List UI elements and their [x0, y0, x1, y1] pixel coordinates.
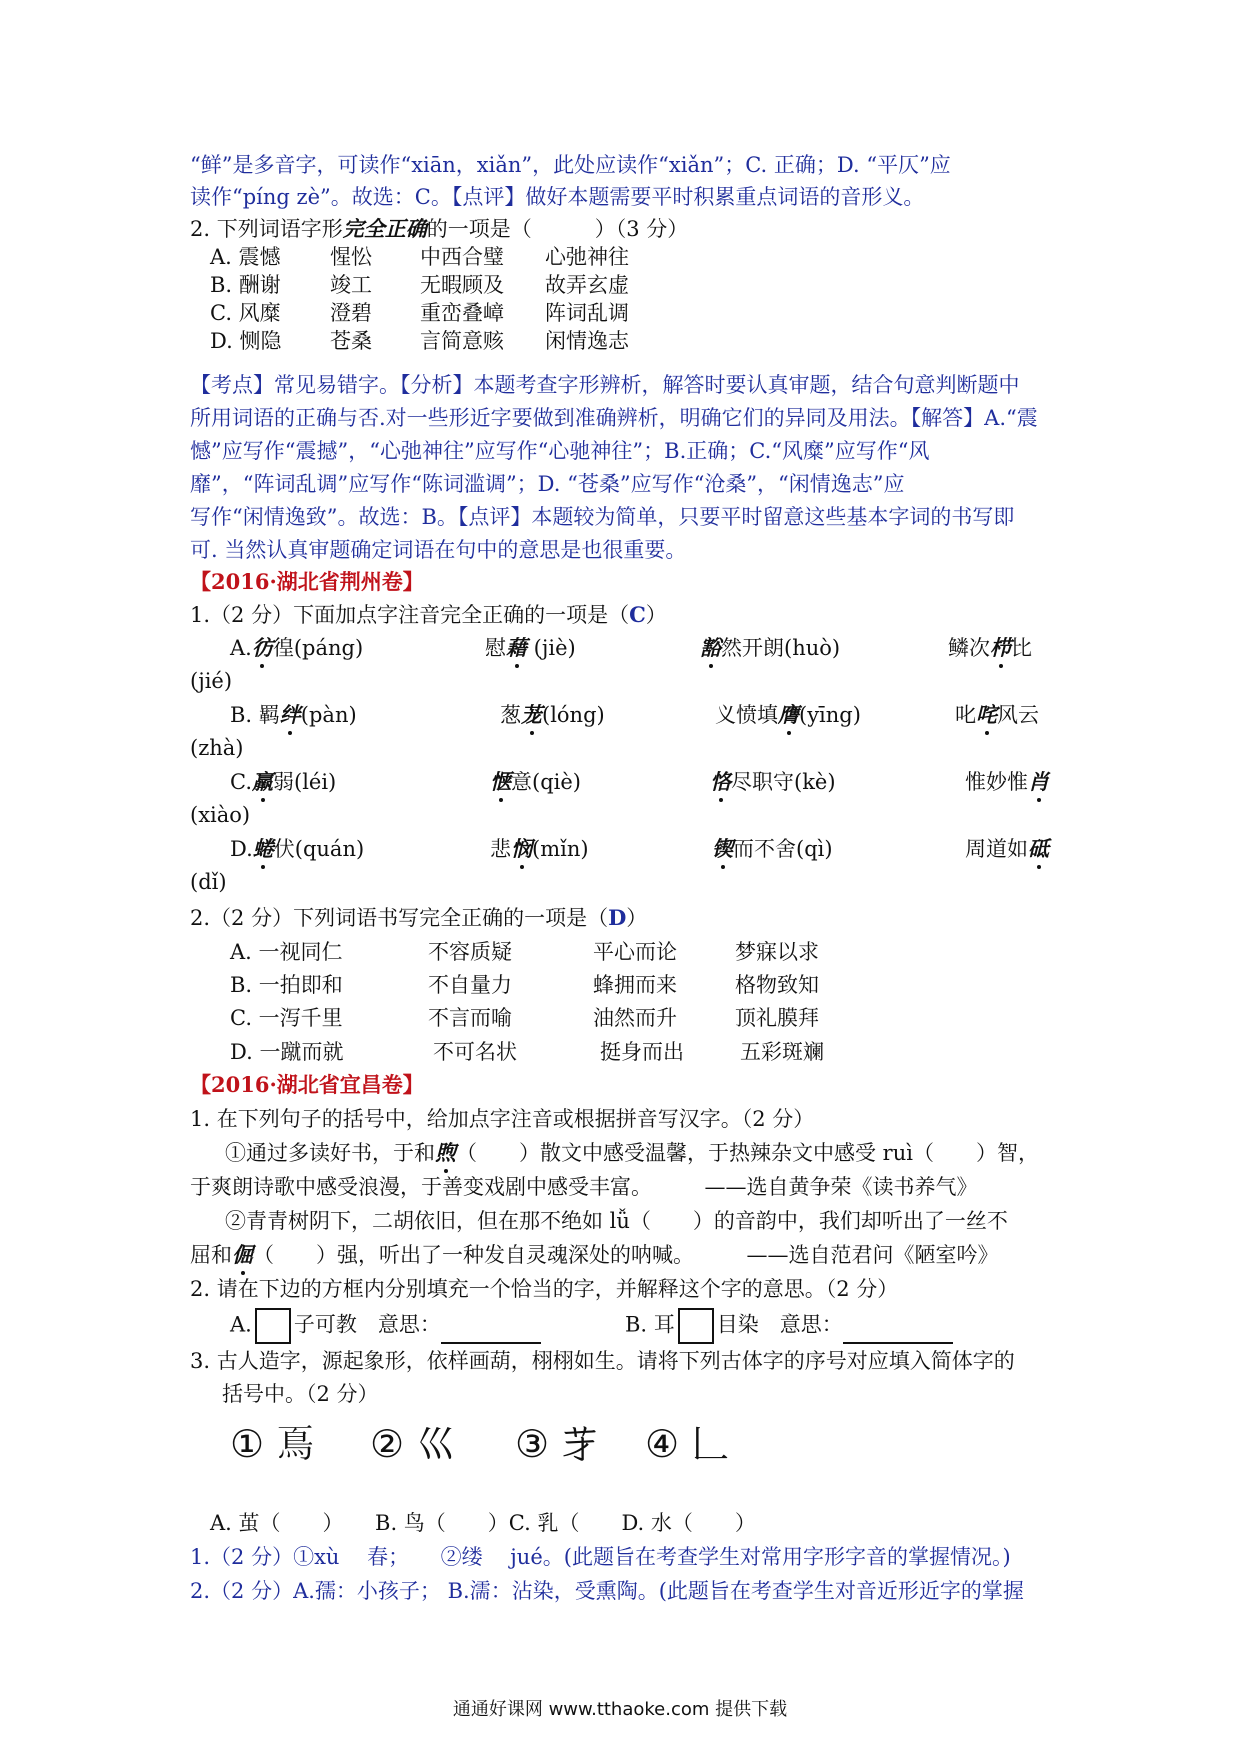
option-b: B. 羁绊(pàn): [230, 700, 357, 730]
option-word: 不可名状: [433, 1040, 517, 1064]
fill-box[interactable]: [255, 1308, 291, 1344]
question-stem: 1. 在下列句子的括号中，给加点字注音或根据拼音写汉字。（2 分）: [190, 1107, 815, 1131]
question-stem: [190, 600, 1060, 630]
analysis-line: 所用词语的正确与否.对一些形近字要做到准确辨析，明确它们的异同及用法。【解答】A.“震: [190, 406, 1038, 430]
option-word: 惬意(qiè): [490, 767, 581, 797]
option-word: 油然而升: [593, 1006, 677, 1030]
option-word: 故弄玄虚: [545, 273, 629, 297]
option-word: 重峦叠嶂: [420, 301, 504, 325]
question-stem: 3. 古人造字，源起象形，依样画葫，栩栩如生。请将下列古体字的序号对应填入简体字的: [190, 1349, 1015, 1373]
paragraph-line: 读作“píng zè”。故选：C。【点评】做好本题需要平时积累重点词语的音形义。: [190, 185, 925, 209]
paragraph-line: “鲜”是多音字，可读作“xiān，xiǎn”，此处应读作“xiǎn”；C. 正确；D. “平仄”应: [190, 153, 951, 177]
question-stem: [190, 214, 1060, 244]
option-b: B. 一拍即和: [230, 973, 343, 997]
option-word: 无暇顾及: [420, 273, 504, 297]
question-stem: 2.（2 分）下列词语书写完全正确的一项是（D）: [190, 905, 648, 930]
section-heading: 【2016·湖北省荆州卷】: [190, 569, 424, 594]
fill-box[interactable]: [678, 1308, 714, 1344]
stem-text: ）: [645, 603, 667, 627]
stem-text: 1.（2 分）下面加点字注音完全正确的一项是（: [190, 603, 630, 627]
option-word: 鳞次栉比: [948, 633, 1032, 663]
ancient-char-2: ② 巛: [370, 1422, 455, 1466]
option-wrap: (xiào): [190, 803, 251, 827]
option-word: 挺身而出: [600, 1040, 684, 1064]
answer-line: 2.（2 分）A.孺：小孩子； B.濡：沾染，受熏陶。(此题旨在考查学生对音近形近字的掌握: [190, 1579, 1024, 1603]
option-wrap: (jié): [190, 669, 233, 693]
analysis-line: 写作“闲情逸致”。故选：B。【点评】本题较为简单，只要平时留意这些基本字词的书写即: [190, 505, 1015, 529]
option-wrap: (zhà): [190, 736, 244, 760]
stem-text: 的一项是（ ）（3 分）: [426, 217, 689, 241]
option-d: D. 恻隐: [210, 329, 282, 353]
question-stem: 2. 请在下边的方框内分别填充一个恰当的字，并解释这个字的意思。（2 分）: [190, 1277, 899, 1301]
answer-mark: D: [608, 905, 627, 930]
option-word: 不容质疑: [428, 940, 512, 964]
option-word: 苍桑: [330, 329, 372, 353]
answer-blank[interactable]: [843, 1322, 953, 1344]
option-word: 不言而喻: [428, 1006, 512, 1030]
ancient-glyph-icon: 𦬁: [561, 1422, 600, 1466]
sentence-line: 屈和倔（ ）强，听出了一种发自灵魂深处的呐喊。 ——选自范君问《陋室吟》: [190, 1240, 1060, 1270]
ancient-char-4: ④ 𠃊: [645, 1422, 730, 1466]
page-footer: 通通好课网 www.tthaoke.com 提供下载: [452, 1699, 788, 1720]
option-word: 惟妙惟肖: [965, 767, 1049, 797]
option-word: 葱茏(lóng): [500, 700, 605, 730]
option-word: 顶礼膜拜: [735, 1006, 819, 1030]
option-word: 心弛神往: [545, 245, 629, 269]
option-word: 慰藉 (jiè): [485, 633, 576, 663]
analysis-line: 可. 当然认真审题确定词语在句中的意思是也很重要。: [190, 538, 687, 562]
option-word: 竣工: [330, 273, 372, 297]
answer-mark: C: [629, 602, 646, 627]
option-word: 言简意赅: [420, 329, 504, 353]
option-d: D.蜷伏(quán): [230, 834, 364, 864]
option-word: 平心而论: [593, 940, 677, 964]
analysis-line: 【考点】常见易错字。【分析】本题考查字形辨析，解答时要认真审题，结合句意判断题中: [190, 373, 1020, 397]
sentence-line: ①通过多读好书，于和煦（ ）散文中感受温馨，于热辣杂文中感受 ruì（ ）智，: [225, 1138, 1095, 1168]
ancient-char-1: ① 𩾏: [230, 1422, 315, 1466]
option-word: 阵词乱调: [545, 301, 629, 325]
fill-item-a: A. 子可教 意思：: [230, 1308, 541, 1344]
stem-text: 2. 下列词语字形: [190, 217, 343, 241]
analysis-line: 靡”，“阵词乱调”应写作“陈词滥调”；D. “苍桑”应写作“沧桑”，“闲情逸志”应: [190, 472, 905, 496]
section-heading: 【2016·湖北省宜昌卷】: [190, 1072, 424, 1097]
option-word: 义愤填膺(yīng): [715, 700, 861, 730]
option-c: C.羸弱(léi): [230, 767, 336, 797]
option-word: 豁然开朗(huò): [700, 633, 840, 663]
ancient-glyph-icon: 𠃊: [691, 1422, 730, 1466]
option-wrap: (dǐ): [190, 870, 227, 894]
ancient-glyph-icon: 𩾏: [276, 1422, 315, 1466]
sentence-line: ②青青树阴下，二胡依旧，但在那不绝如 lǚ（ ）的音韵中，我们却听出了一丝不: [225, 1209, 1008, 1233]
option-word: 梦寐以求: [735, 940, 819, 964]
option-a: A.彷徨(páng): [230, 633, 363, 663]
option-word: 悲悯(mǐn): [490, 834, 589, 864]
sentence-line: 于爽朗诗歌中感受浪漫，于善变戏剧中感受丰富。 ——选自黄争荣《读书养气》: [190, 1175, 978, 1199]
answer-blank[interactable]: [441, 1322, 541, 1344]
option-c: C. 一泻千里: [230, 1006, 343, 1030]
analysis-line: 憾”应写作“震撼”，“心弛神往”应写作“心驰神往”；B.正确；C.“风糜”应写作“风: [190, 439, 930, 463]
option-word: 不自量力: [428, 973, 512, 997]
option-word: 周道如砥: [965, 834, 1049, 864]
option-c: C. 风糜: [210, 301, 281, 325]
option-word: 澄碧: [330, 301, 372, 325]
option-word: 闲情逸志: [545, 329, 629, 353]
option-b: B. 酬谢: [210, 273, 281, 297]
ancient-char-3: ③ 𦬁: [515, 1422, 600, 1466]
option-word: 惺忪: [330, 245, 372, 269]
option-word: 叱咤风云: [955, 700, 1039, 730]
option-word: 锲而不舍(qì): [712, 834, 833, 864]
option-word: 蜂拥而来: [593, 973, 677, 997]
options-line: A. 茧（ ） B. 鸟（ ）C. 乳（ D. 水（ ）: [210, 1511, 756, 1535]
option-d: D. 一蹴而就: [230, 1040, 344, 1064]
ancient-glyph-icon: 巛: [416, 1422, 455, 1466]
option-word: 五彩斑斓: [740, 1040, 824, 1064]
option-a: A. 震憾: [210, 245, 281, 269]
option-word: 恪尽职守(kè): [710, 767, 836, 797]
question-stem: 括号中。（2 分）: [222, 1382, 379, 1406]
answer-line: 1.（2 分）①xù 春； ②缕 jué。(此题旨在考查学生对常用字形字音的掌握情况。): [190, 1545, 1011, 1569]
option-a: A. 一视同仁: [230, 940, 343, 964]
option-word: 中西合璧: [420, 245, 504, 269]
option-word: 格物致知: [735, 973, 819, 997]
emphasis-text: 完全正确: [342, 216, 427, 241]
fill-item-b: B. 耳 目染 意思：: [625, 1308, 953, 1344]
